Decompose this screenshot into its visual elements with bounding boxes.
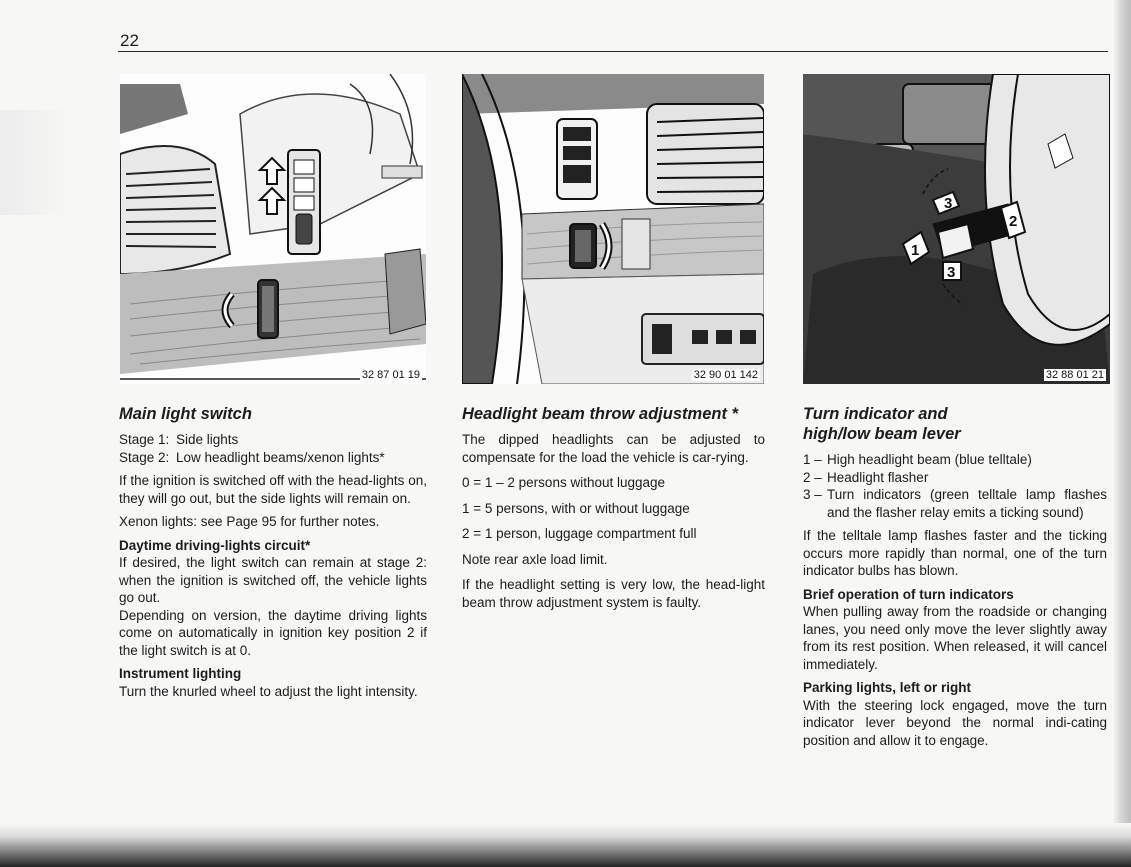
stage-text: Side lights: [176, 432, 239, 447]
stage-label: Stage 2:: [119, 449, 170, 465]
section-title-line-1: Turn indicator and: [803, 405, 948, 423]
figure-beam-throw-adjustment: [462, 74, 764, 384]
section-title: Headlight beam throw adjustment *: [462, 405, 738, 423]
note-axle-load: Note rear axle load limit.: [462, 551, 608, 567]
illustration-beam-throw-wheel: [462, 74, 764, 384]
page-bottom-edge: [0, 823, 1131, 867]
figure-code: 32 90 01 142: [693, 369, 758, 381]
heading-parking-lights: Parking lights, left or right: [803, 680, 972, 695]
page-right-edge: [1113, 0, 1131, 867]
heading-brief-operation: Brief operation of turn indicators: [803, 586, 1014, 602]
section-title: Main light switch: [119, 405, 252, 423]
paragraph-ignition-off: If the ignition is switched off with the head-lights on, they will go out, but the side lights will remain on.: [119, 473, 427, 506]
paragraph-brief-operation: When pulling away from the roadside or changing lanes, you need only move the lever slightly away from its rest position. When released, it will cancel immediately.: [803, 604, 1107, 672]
item-number: 2 –: [803, 469, 822, 485]
setting-2: 2 = 1 person, luggage compartment full: [462, 526, 697, 541]
setting-1: 1 = 5 persons, with or without luggage: [462, 500, 690, 516]
section-beam-throw-adjustment: [462, 404, 765, 617]
illustration-indicator-lever: [803, 74, 1110, 384]
heading-instrument-lighting: Instrument lighting: [119, 666, 242, 681]
list-item: [803, 486, 1107, 521]
section-main-light-switch: [119, 404, 427, 706]
callout-3-upper: 3: [944, 195, 953, 212]
paragraph-daytime-2: Depending on version, the daytime driving lights come on automatically in ignition key position 2 if the light switch is at 0.: [119, 607, 427, 658]
figure-code: 32 87 01 19: [361, 369, 420, 381]
item-number: 1 –: [803, 452, 822, 467]
illustration-light-switch: [120, 74, 426, 384]
setting-0: 0 = 1 – 2 persons without luggage: [462, 475, 666, 490]
stage-1-row: [119, 431, 427, 449]
list-item: [803, 451, 1107, 469]
stage-2-row: [119, 449, 427, 467]
figure-main-light-switch: [120, 74, 426, 384]
stage-text: Low headlight beams/xenon lights*: [176, 449, 385, 465]
list-item: [803, 469, 1107, 487]
stage-label: Stage 1:: [119, 432, 170, 447]
paragraph-instrument-lighting: Turn the knurled wheel to adjust the light intensity.: [119, 683, 418, 699]
item-text: Turn indicators (green telltale lamp flashes and the flasher relay emits a ticking sound): [827, 487, 1107, 520]
section-turn-indicator-lever: [803, 404, 1107, 755]
page-number: 22: [120, 31, 139, 50]
callout-1: 1: [911, 242, 920, 259]
paragraph-xenon: Xenon lights: see Page 95 for further notes.: [119, 514, 380, 529]
paragraph-parking-lights: With the steering lock engaged, move the turn indicator lever beyond the normal indi-cating position and allow it to engage.: [803, 697, 1107, 748]
paragraph-intro: The dipped headlights can be adjusted to compensate for the load the vehicle is car-rying.: [462, 432, 765, 465]
callout-2: 2: [1009, 213, 1018, 230]
item-text: High headlight beam (blue telltale): [827, 452, 1032, 467]
item-number: 3 –: [803, 487, 822, 502]
paragraph-daytime-1: If desired, the light switch can remain at stage 2: when the ignition is switched off, the vehicle lights go out.: [119, 555, 427, 605]
paragraph-system-faulty: If the headlight setting is very low, the head-light beam throw adjustment system is faulty.: [462, 577, 765, 610]
header-rule: [118, 51, 1108, 52]
page-left-shadow: [0, 110, 72, 215]
section-title-line-2: high/low beam lever: [803, 425, 961, 443]
item-text: Headlight flasher: [827, 469, 929, 485]
figure-turn-indicator-lever: [803, 74, 1110, 384]
heading-daytime-lights: Daytime driving-lights circuit*: [119, 537, 311, 553]
figure-code: 32 88 01 21: [1045, 369, 1104, 381]
paragraph-telltale: If the telltale lamp flashes faster and the ticking occurs more rapidly than normal, one of the turn indicator bulbs has blown.: [803, 528, 1107, 578]
callout-3-lower: 3: [947, 264, 956, 281]
